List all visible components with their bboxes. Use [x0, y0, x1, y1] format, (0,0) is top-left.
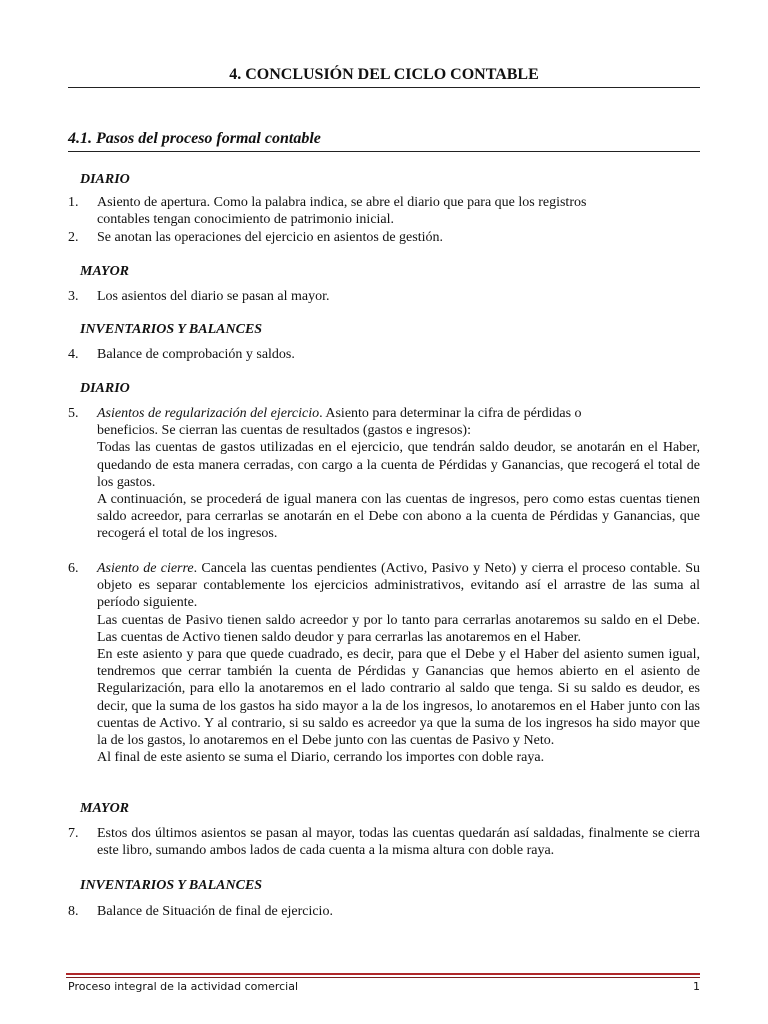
list-item-4 — [68, 346, 700, 363]
group-heading-mayor-2: MAYOR — [80, 801, 130, 816]
list-item-6 — [68, 560, 700, 766]
footer-rule-thin — [66, 977, 700, 978]
list-item-2 — [68, 229, 700, 246]
item-number: 6. — [68, 561, 79, 576]
item-lead-text: . Asiento para determinar la cifra de pérdidas o — [319, 406, 582, 421]
page-number: 1 — [693, 980, 700, 993]
item-number: 7. — [68, 826, 79, 841]
item-paragraph: Al final de este asiento se suma el Diario, cerrando los importes con doble raya. — [97, 750, 545, 766]
list-item-1 — [68, 194, 700, 228]
item-lead-italic: Asientos de regularización del ejercicio — [97, 406, 320, 421]
list-item-3 — [68, 288, 700, 305]
group-heading-mayor: MAYOR — [80, 264, 130, 279]
item-number: 4. — [68, 347, 79, 362]
item-text-line: Se anotan las operaciones del ejercicio en asientos de gestión. — [97, 230, 443, 245]
section-heading: 4.1. Pasos del proceso formal contable — [68, 129, 700, 152]
item-paragraph: Las cuentas de Pasivo tienen saldo acreedor y por lo tanto para cerrarlas anotaremos su saldo en el Debe. Las cuentas de Activo tienen saldo deudor y para cerrarlas las anotaremos en el Haber. — [97, 612, 700, 645]
item-number: 8. — [68, 904, 79, 919]
item-lead-italic: Asiento de cierre — [97, 561, 194, 576]
item-paragraph: Estos dos últimos asientos se pasan al mayor, todas las cuentas quedarán así saldadas, finalmente se cierra este libro, sumando ambos lados de cada cuenta a la misma altura con doble raya. — [97, 826, 700, 859]
item-text-line: contables tengan conocimiento de patrimonio inicial. — [97, 212, 395, 228]
item-text-line: Balance de comprobación y saldos. — [97, 347, 295, 362]
item-paragraph — [97, 560, 700, 612]
footer-rule — [66, 973, 700, 975]
group-heading-diario-2: DIARIO — [80, 381, 130, 396]
item-number: 5. — [68, 406, 79, 421]
item-paragraph: En este asiento y para que quede cuadrado, es decir, para que el Debe y el Haber del asiento sumen igual, tendremos que cerrar también la cuenta de Pérdidas y Ganancias que hemos abierto en el asiento de Regularización, para ello la anotaremos en el lado contrario al saldo que tenga. Si su saldo es deudor, es decir, que la suma de los gastos ha sido mayor a la de los ingresos, lo anotaremos en el Haber junto con las cuentas de Activo. Y al contrario, si su saldo es acreedor ya que la suma de los ingresos ha sido mayor que la de los gastos, lo anotaremos en el Debe junto con las cuentas de Pasivo y Neto. — [97, 647, 700, 749]
group-heading-inventarios-2: INVENTARIOS Y BALANCES — [80, 878, 263, 893]
footer-text: Proceso integral de la actividad comercial — [68, 980, 299, 993]
item-text-line: Balance de Situación de final de ejercicio. — [97, 904, 333, 919]
item-number: 1. — [68, 195, 79, 210]
list-item-5 — [68, 405, 700, 543]
item-number: 3. — [68, 289, 79, 304]
item-paragraph: Todas las cuentas de gastos utilizadas en el ejercicio, que tendrán saldo deudor, se anotarán en el Haber, quedando de esta manera cerradas, con cargo a la cuenta de Pérdidas y Ganancias, que recogerá el total de los gastos. — [97, 440, 700, 490]
group-heading-diario: DIARIO — [80, 172, 130, 187]
item-number: 2. — [68, 230, 79, 245]
item-text-line: Asiento de apertura. Como la palabra indica, se abre el diario que para que los registros — [97, 195, 587, 210]
group-heading-inventarios: INVENTARIOS Y BALANCES — [80, 322, 263, 337]
list-item-7 — [68, 825, 700, 859]
item-text-line: Los asientos del diario se pasan al mayor. — [97, 289, 330, 304]
item-lead-text: . Cancela las cuentas pendientes (Activo, Pasivo y Neto) y cierra el proceso contable. Su objeto es separar contablemente los ejercicios administrativos, evitando así el arrastre de las suma al período siguiente. — [97, 561, 700, 611]
item-paragraph: A continuación, se procederá de igual manera con las cuentas de ingresos, pero como estas cuentas tienen saldo acreedor, para cerrarlas se anotarán en el Debe con abono a la cuenta de Pérdidas y Ganancias, que recogerá el total de los ingresos. — [97, 492, 700, 542]
page-title: 4. CONCLUSIÓN DEL CICLO CONTABLE — [68, 66, 700, 88]
item-text-line — [97, 405, 700, 422]
list-item-8 — [68, 903, 700, 920]
item-text-line: beneficios. Se cierran las cuentas de resultados (gastos e ingresos): — [97, 423, 471, 439]
